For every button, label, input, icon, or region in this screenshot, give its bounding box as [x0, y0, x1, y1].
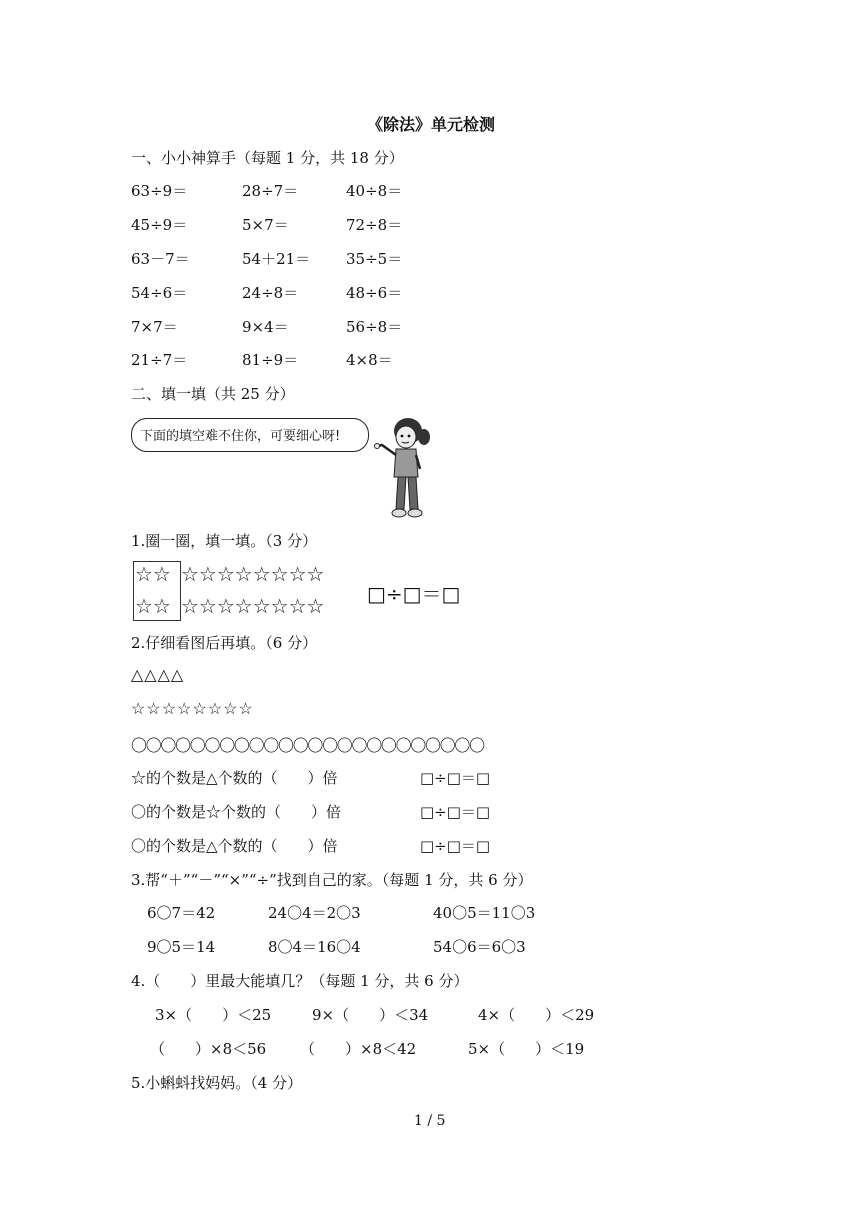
speech-bubble-text: 下面的填空难不住你，可要细心呀!: [140, 429, 341, 444]
q4-problem: 3×（ ）＜25: [155, 1006, 272, 1024]
section2-heading: 二、填一填（共 25 分）: [131, 385, 295, 403]
q1-equation: □÷□＝□: [367, 582, 461, 606]
problem: 54÷6＝: [131, 284, 188, 302]
problem: 63÷9＝: [131, 182, 188, 200]
stars-row: ☆☆☆☆☆☆☆☆: [131, 699, 254, 718]
q2-line: 〇的个数是△个数的（ ）倍: [131, 837, 338, 855]
q4-problem: （ ）×8＜56: [150, 1040, 267, 1058]
problem: 40÷8＝: [346, 182, 403, 200]
q2-line: 〇的个数是☆个数的（ ）倍: [131, 803, 342, 821]
problem: 63－7＝: [131, 250, 190, 268]
problem: 45÷9＝: [131, 216, 188, 234]
q1-label: 1.圈一圈，填一填。（3 分）: [131, 532, 318, 550]
stars-boxed-row1: ☆☆: [135, 562, 171, 586]
q2-line-equation: □÷□＝□: [420, 803, 491, 821]
girl-illustration: [368, 415, 444, 521]
q3-label: 3.帮“＋”“－”“×”“÷”找到自己的家。（每题 1 分，共 6 分）: [131, 871, 533, 889]
page-title: 《除法》单元检测: [367, 115, 496, 134]
q3-problem: 6〇7＝42: [147, 904, 216, 922]
problem: 56÷8＝: [346, 318, 403, 336]
q3-problem: 8〇4＝16〇4: [268, 938, 361, 956]
stars-row1: ☆☆☆☆☆☆☆☆: [181, 562, 325, 586]
q5-label: 5.小蝌蚪找妈妈。（4 分）: [131, 1074, 303, 1092]
q2-label: 2.仔细看图后再填。（6 分）: [131, 634, 318, 652]
q4-problem: 4×（ ）＜29: [478, 1006, 595, 1024]
problem: 54＋21＝: [242, 250, 311, 268]
section1-heading: 一、小小神算手（每题 1 分，共 18 分）: [131, 149, 404, 167]
problem: 35÷5＝: [346, 250, 403, 268]
page-number: 1 / 5: [414, 1113, 446, 1129]
triangles-row: △△△△: [131, 665, 185, 684]
problem: 48÷6＝: [346, 284, 403, 302]
q2-line: ☆的个数是△个数的（ ）倍: [131, 769, 338, 787]
q3-problem: 24〇4＝2〇3: [268, 904, 361, 922]
problem: 28÷7＝: [242, 182, 299, 200]
q4-problem: 9×（ ）＜34: [312, 1006, 429, 1024]
problem: 5×7＝: [242, 216, 289, 234]
problem: 4×8＝: [346, 351, 393, 369]
q4-problem: （ ）×8＜42: [300, 1040, 417, 1058]
problem: 9×4＝: [242, 318, 289, 336]
stars-boxed-row2: ☆☆: [135, 594, 171, 618]
problem: 81÷9＝: [242, 351, 299, 369]
circles-row: 〇〇〇〇〇〇〇〇〇〇〇〇〇〇〇〇〇〇〇〇〇〇〇〇: [131, 736, 484, 755]
problem: 7×7＝: [131, 318, 178, 336]
q3-problem: 9〇5＝14: [147, 938, 216, 956]
q4-problem: 5×（ ）＜19: [468, 1040, 585, 1058]
problem: 24÷8＝: [242, 284, 299, 302]
q2-line-equation: □÷□＝□: [420, 769, 491, 787]
q3-problem: 54〇6＝6〇3: [433, 938, 526, 956]
q2-line-equation: □÷□＝□: [420, 837, 491, 855]
q3-problem: 40〇5＝11〇3: [433, 904, 536, 922]
q4-label: 4.（ ）里最大能填几？（每题 1 分，共 6 分）: [131, 972, 469, 990]
problem: 21÷7＝: [131, 351, 188, 369]
problem: 72÷8＝: [346, 216, 403, 234]
stars-row2: ☆☆☆☆☆☆☆☆: [181, 594, 325, 618]
